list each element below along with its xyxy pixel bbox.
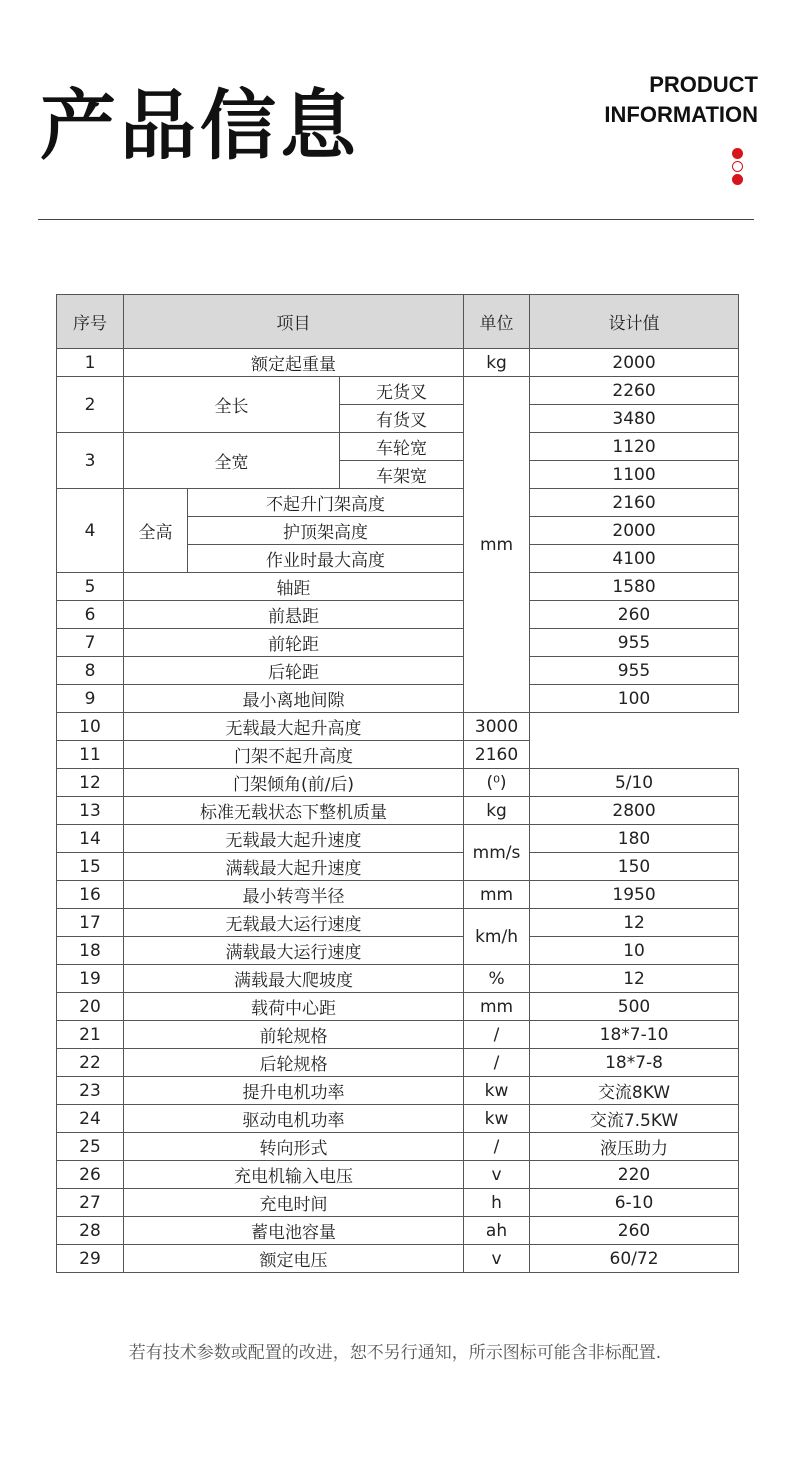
row-unit: v	[464, 1161, 530, 1189]
row-value: 3000	[464, 713, 530, 741]
row-no: 28	[57, 1217, 124, 1245]
table-row	[57, 993, 739, 1021]
row-value: 500	[530, 993, 739, 1021]
row-item: 前轮距	[124, 629, 464, 657]
row-value: 220	[530, 1161, 739, 1189]
table-row	[57, 937, 739, 965]
table-row	[57, 1217, 739, 1245]
table-row	[57, 741, 739, 769]
row-no: 23	[57, 1077, 124, 1105]
dot-icon	[732, 174, 743, 185]
row-unit: kw	[464, 1077, 530, 1105]
row-item: 额定起重量	[124, 349, 464, 377]
row-unit: %	[464, 965, 530, 993]
table-row	[57, 909, 739, 937]
row-no: 26	[57, 1161, 124, 1189]
row-unit: /	[464, 1133, 530, 1161]
row-value: 3480	[530, 405, 739, 433]
row-no: 11	[57, 741, 124, 769]
row-value: 2800	[530, 797, 739, 825]
row-no: 4	[57, 489, 124, 573]
row-no: 17	[57, 909, 124, 937]
row-no: 29	[57, 1245, 124, 1273]
table-row	[57, 433, 739, 461]
row-value: 260	[530, 1217, 739, 1245]
row-item: 提升电机功率	[124, 1077, 464, 1105]
row-value: 100	[530, 685, 739, 713]
row-unit: ah	[464, 1217, 530, 1245]
table-row	[57, 489, 739, 517]
row-value: 260	[530, 601, 739, 629]
row-no: 14	[57, 825, 124, 853]
row-no: 25	[57, 1133, 124, 1161]
footnote: 若有技术参数或配置的改进，恕不另行通知，所示图标可能含非标配置.	[128, 1343, 662, 1363]
dot-icon	[732, 148, 743, 159]
table-row	[57, 1105, 739, 1133]
row-unit: /	[464, 1021, 530, 1049]
row-unit-speed: mm/s	[464, 825, 530, 881]
subtitle-line-1: PRODUCT	[649, 72, 758, 97]
row-value: 2260	[530, 377, 739, 405]
row-no: 9	[57, 685, 124, 713]
row-subitem: 无货叉	[340, 377, 464, 405]
row-item: 前轮规格	[124, 1021, 464, 1049]
row-no: 16	[57, 881, 124, 909]
header-unit: 单位	[464, 295, 530, 349]
row-value: 2160	[530, 489, 739, 517]
row-item: 门架倾角(前/后)	[124, 769, 464, 797]
row-no: 15	[57, 853, 124, 881]
row-value: 18*7-8	[530, 1049, 739, 1077]
row-value: 2160	[464, 741, 530, 769]
page-title: 产品信息	[40, 81, 360, 170]
decorative-dots-icon	[732, 148, 744, 187]
page-subtitle	[604, 70, 758, 130]
row-item: 充电时间	[124, 1189, 464, 1217]
table-row	[57, 657, 739, 685]
row-unit: /	[464, 1049, 530, 1077]
subtitle-line-2: INFORMATION	[604, 102, 758, 127]
row-item: 转向形式	[124, 1133, 464, 1161]
row-value: 955	[530, 657, 739, 685]
row-item: 前悬距	[124, 601, 464, 629]
row-no: 22	[57, 1049, 124, 1077]
row-subitem: 不起升门架高度	[188, 489, 464, 517]
row-unit: mm	[464, 881, 530, 909]
row-unit: kw	[464, 1105, 530, 1133]
row-value: 液压助力	[530, 1133, 739, 1161]
row-item: 载荷中心距	[124, 993, 464, 1021]
row-item: 充电机输入电压	[124, 1161, 464, 1189]
row-item: 最小转弯半径	[124, 881, 464, 909]
row-value: 4100	[530, 545, 739, 573]
row-item: 全长	[124, 377, 340, 433]
row-item: 后轮规格	[124, 1049, 464, 1077]
row-value: 1120	[530, 433, 739, 461]
row-value: 180	[530, 825, 739, 853]
row-subitem: 护顶架高度	[188, 517, 464, 545]
table-row	[57, 881, 739, 909]
row-value: 150	[530, 853, 739, 881]
row-item: 满载最大爬坡度	[124, 965, 464, 993]
row-item: 全宽	[124, 433, 340, 489]
row-item: 轴距	[124, 573, 464, 601]
row-unit: kg	[464, 797, 530, 825]
row-item: 后轮距	[124, 657, 464, 685]
row-no: 21	[57, 1021, 124, 1049]
table-row	[57, 349, 739, 377]
table-row	[57, 377, 739, 405]
row-unit: (⁰)	[464, 769, 530, 797]
row-no: 8	[57, 657, 124, 685]
row-item: 最小离地间隙	[124, 685, 464, 713]
row-value: 1100	[530, 461, 739, 489]
row-value: 60/72	[530, 1245, 739, 1273]
row-item: 全高	[124, 489, 188, 573]
row-unit: h	[464, 1189, 530, 1217]
row-no: 20	[57, 993, 124, 1021]
ring-icon	[732, 161, 743, 172]
table-header-row	[57, 295, 739, 349]
table-row	[57, 601, 739, 629]
table-row	[57, 797, 739, 825]
row-no: 2	[57, 377, 124, 433]
row-value: 5/10	[530, 769, 739, 797]
table-row	[57, 629, 739, 657]
table-row	[57, 713, 739, 741]
table-row	[57, 1049, 739, 1077]
row-value: 6-10	[530, 1189, 739, 1217]
row-no: 3	[57, 433, 124, 489]
header-value: 设计值	[530, 295, 739, 349]
row-item: 额定电压	[124, 1245, 464, 1273]
row-item: 驱动电机功率	[124, 1105, 464, 1133]
table-row	[57, 685, 739, 713]
table-row	[57, 769, 739, 797]
row-subitem: 作业时最大高度	[188, 545, 464, 573]
spec-table	[56, 294, 739, 1273]
row-item: 蓄电池容量	[124, 1217, 464, 1245]
row-subitem: 车架宽	[340, 461, 464, 489]
table-row	[57, 1189, 739, 1217]
header-divider	[38, 219, 754, 220]
row-no: 13	[57, 797, 124, 825]
row-no: 12	[57, 769, 124, 797]
row-value: 2000	[530, 517, 739, 545]
row-value: 10	[530, 937, 739, 965]
row-unit: v	[464, 1245, 530, 1273]
row-unit: kg	[464, 349, 530, 377]
row-item: 满载最大运行速度	[124, 937, 464, 965]
table-row	[57, 1021, 739, 1049]
row-no: 7	[57, 629, 124, 657]
row-unit-travel: km/h	[464, 909, 530, 965]
row-unit-mm: mm	[464, 377, 530, 713]
row-item: 门架不起升高度	[124, 741, 464, 769]
row-no: 18	[57, 937, 124, 965]
row-no: 19	[57, 965, 124, 993]
table-row	[57, 1245, 739, 1273]
table-row	[57, 1133, 739, 1161]
row-value: 1580	[530, 573, 739, 601]
row-item: 无载最大运行速度	[124, 909, 464, 937]
table-row	[57, 825, 739, 853]
header-no: 序号	[57, 295, 124, 349]
row-item: 无载最大起升高度	[124, 713, 464, 741]
table-row	[57, 1161, 739, 1189]
row-value: 12	[530, 965, 739, 993]
row-item: 满载最大起升速度	[124, 853, 464, 881]
row-subitem: 车轮宽	[340, 433, 464, 461]
row-no: 1	[57, 349, 124, 377]
row-value: 交流7.5KW	[530, 1105, 739, 1133]
row-value: 1950	[530, 881, 739, 909]
row-no: 27	[57, 1189, 124, 1217]
row-no: 6	[57, 601, 124, 629]
row-item: 无载最大起升速度	[124, 825, 464, 853]
row-subitem: 有货叉	[340, 405, 464, 433]
table-row	[57, 1077, 739, 1105]
row-unit: mm	[464, 993, 530, 1021]
row-value: 2000	[530, 349, 739, 377]
row-no: 5	[57, 573, 124, 601]
row-value: 12	[530, 909, 739, 937]
row-value: 18*7-10	[530, 1021, 739, 1049]
header-item: 项目	[124, 295, 464, 349]
table-row	[57, 573, 739, 601]
table-row	[57, 853, 739, 881]
row-no: 24	[57, 1105, 124, 1133]
row-item: 标准无载状态下整机质量	[124, 797, 464, 825]
table-row	[57, 965, 739, 993]
row-value: 交流8KW	[530, 1077, 739, 1105]
row-no: 10	[57, 713, 124, 741]
row-value: 955	[530, 629, 739, 657]
